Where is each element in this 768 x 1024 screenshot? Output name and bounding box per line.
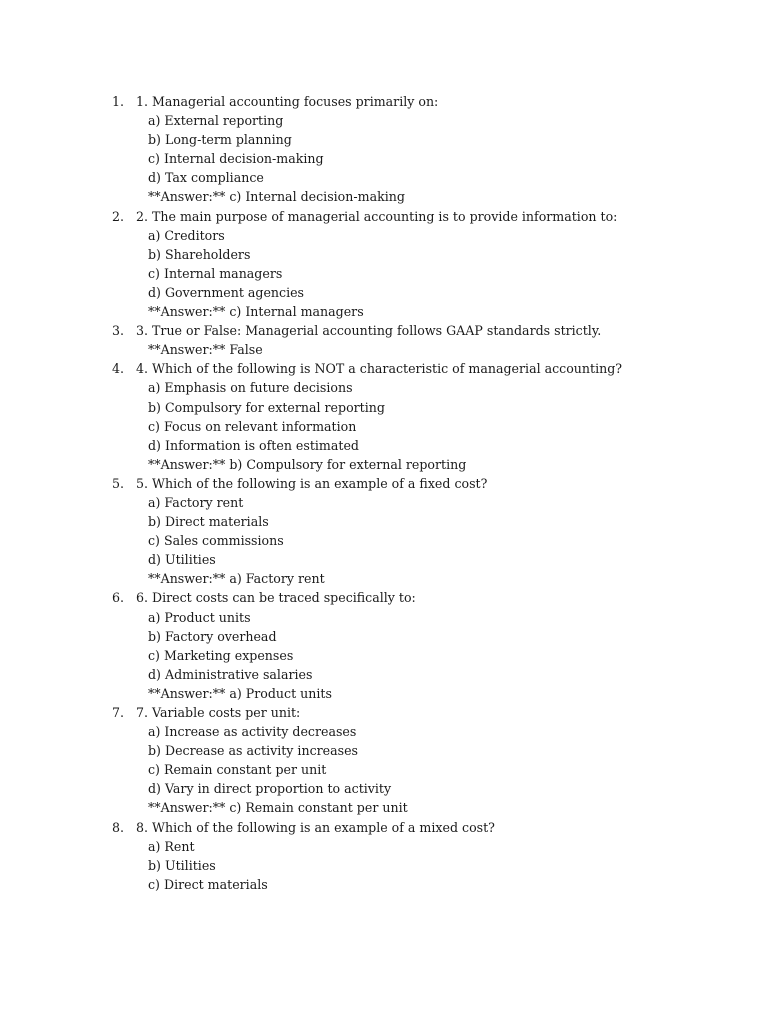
question-line [0, 92, 700, 111]
answer-option: a) Increase as activity decreases [148, 724, 357, 740]
question-line [0, 818, 700, 837]
question-item [0, 474, 700, 589]
answer-option: b) Shareholders [148, 246, 251, 262]
answer-option: c) Internal decision-making [148, 151, 324, 167]
answer-option: b) Direct materials [148, 514, 269, 530]
answer-key: **Answer:** c) Internal decision-making [148, 189, 405, 205]
question-number: 7. [112, 705, 125, 720]
question-number: 8. [112, 819, 125, 835]
answer-option: c) Remain constant per unit [148, 762, 327, 778]
question-text: 5. Which of the following is an example of a fixed cost? [136, 475, 488, 491]
question-item [0, 818, 700, 894]
question-line [0, 207, 700, 226]
answer-option: c) Marketing expenses [148, 647, 294, 663]
question-line [0, 359, 700, 378]
answer-option: b) Factory overhead [148, 628, 277, 644]
answer-key: **Answer:** a) Product units [148, 685, 332, 701]
answer-option: a) External reporting [148, 113, 284, 129]
question-line [0, 588, 700, 607]
answer-key: **Answer:** b) Compulsory for external reporting [148, 456, 467, 472]
question-list [0, 92, 700, 894]
answer-option: d) Administrative salaries [148, 666, 313, 682]
question-item [0, 92, 700, 207]
answer-option: c) Direct materials [148, 876, 268, 892]
question-item [0, 588, 700, 703]
question-text: 3. True or False: Managerial accounting follows GAAP standards strictly. [136, 323, 602, 339]
answer-option: c) Sales commissions [148, 533, 284, 549]
question-text: 4. Which of the following is NOT a characteristic of managerial accounting? [136, 361, 623, 377]
answer-option: c) Internal managers [148, 265, 283, 281]
answer-option: a) Creditors [148, 227, 225, 243]
answer-key: **Answer:** False [148, 342, 263, 358]
question-line [0, 474, 700, 493]
question-item [0, 321, 700, 359]
answer-option: d) Tax compliance [148, 170, 264, 186]
answer-key: **Answer:** c) Internal managers [148, 304, 364, 320]
question-number: 1. [112, 94, 125, 109]
answer-option: b) Decrease as activity increases [148, 743, 358, 759]
answer-option: b) Utilities [148, 857, 216, 873]
question-line [0, 321, 700, 340]
answer-key: **Answer:** c) Remain constant per unit [148, 800, 408, 816]
answer-option: a) Emphasis on future decisions [148, 380, 353, 396]
question-number: 6. [112, 590, 125, 606]
answer-option: d) Utilities [148, 552, 216, 568]
question-text: 1. Managerial accounting focuses primarily on: [136, 94, 439, 109]
answer-option: a) Product units [148, 609, 251, 625]
question-number: 5. [112, 475, 125, 491]
question-line [0, 703, 700, 722]
question-item [0, 207, 700, 322]
question-item [0, 703, 700, 818]
question-number: 4. [112, 361, 125, 377]
answer-key: **Answer:** a) Factory rent [148, 571, 325, 587]
answer-option: b) Long-term planning [148, 132, 292, 148]
question-text: 7. Variable costs per unit: [136, 705, 301, 720]
answer-option: a) Factory rent [148, 494, 244, 510]
question-number: 3. [112, 323, 125, 339]
answer-option: c) Focus on relevant information [148, 418, 357, 434]
question-number: 2. [112, 208, 125, 224]
answer-option: d) Vary in direct proportion to activity [148, 781, 392, 797]
answer-option: d) Government agencies [148, 284, 305, 300]
question-text: 2. The main purpose of managerial accounting is to provide information to: [136, 208, 618, 224]
answer-option: b) Compulsory for external reporting [148, 399, 385, 415]
question-item [0, 359, 700, 474]
question-text: 8. Which of the following is an example of a mixed cost? [136, 819, 495, 835]
question-text: 6. Direct costs can be traced specifically to: [136, 590, 416, 606]
answer-option: d) Information is often estimated [148, 437, 359, 453]
answer-option: a) Rent [148, 838, 195, 854]
